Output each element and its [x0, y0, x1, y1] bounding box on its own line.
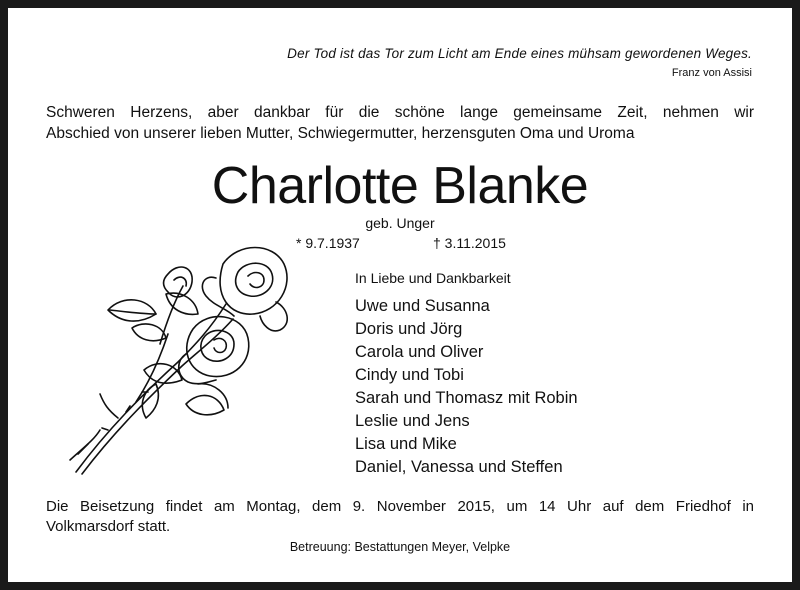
death-date: † 3.11.2015	[433, 235, 506, 251]
birth-date: * 9.7.1937	[296, 235, 360, 251]
motto-author: Franz von Assisi	[671, 67, 752, 79]
intro-line-1: Schweren Herzens, aber dankbar für die schöne lange gemeinsame Zeit, nehmen wir	[46, 104, 754, 121]
rose-icon	[48, 234, 298, 484]
funeral-home: Betreuung: Bestattungen Meyer, Velpke	[289, 540, 511, 554]
mourners-list	[355, 295, 578, 479]
mourner-name: Doris und Jörg	[355, 320, 463, 338]
maiden-name: geb. Unger	[365, 215, 435, 231]
intro-line-2: Abschied von unserer lieben Mutter, Schwiegermutter, herzensguten Oma und Uroma	[46, 125, 635, 142]
mourner-name: Daniel, Vanessa und Steffen	[355, 458, 563, 476]
mourner-name: Lisa und Mike	[355, 435, 457, 453]
mourner-name: Leslie und Jens	[355, 412, 470, 430]
funeral-line-1: Die Beisetzung findet am Montag, dem 9. November 2015, um 14 Uhr auf dem Friedhof in	[46, 498, 754, 515]
mourners-heading: In Liebe und Dankbarkeit	[355, 270, 511, 286]
funeral-line-2: Volkmarsdorf statt.	[46, 518, 171, 535]
mourner-name: Sarah und Thomasz mit Robin	[355, 389, 578, 407]
deceased-name: Charlotte Blanke	[211, 157, 589, 215]
motto-quote: Der Tod ist das Tor zum Licht am Ende eines mühsam gewordenen Weges.	[287, 46, 752, 61]
funeral-text	[46, 497, 754, 537]
intro-text	[46, 102, 754, 144]
mourner-name: Cindy und Tobi	[355, 366, 464, 384]
mourner-name: Uwe und Susanna	[355, 297, 490, 315]
mourner-name: Carola und Oliver	[355, 343, 484, 361]
